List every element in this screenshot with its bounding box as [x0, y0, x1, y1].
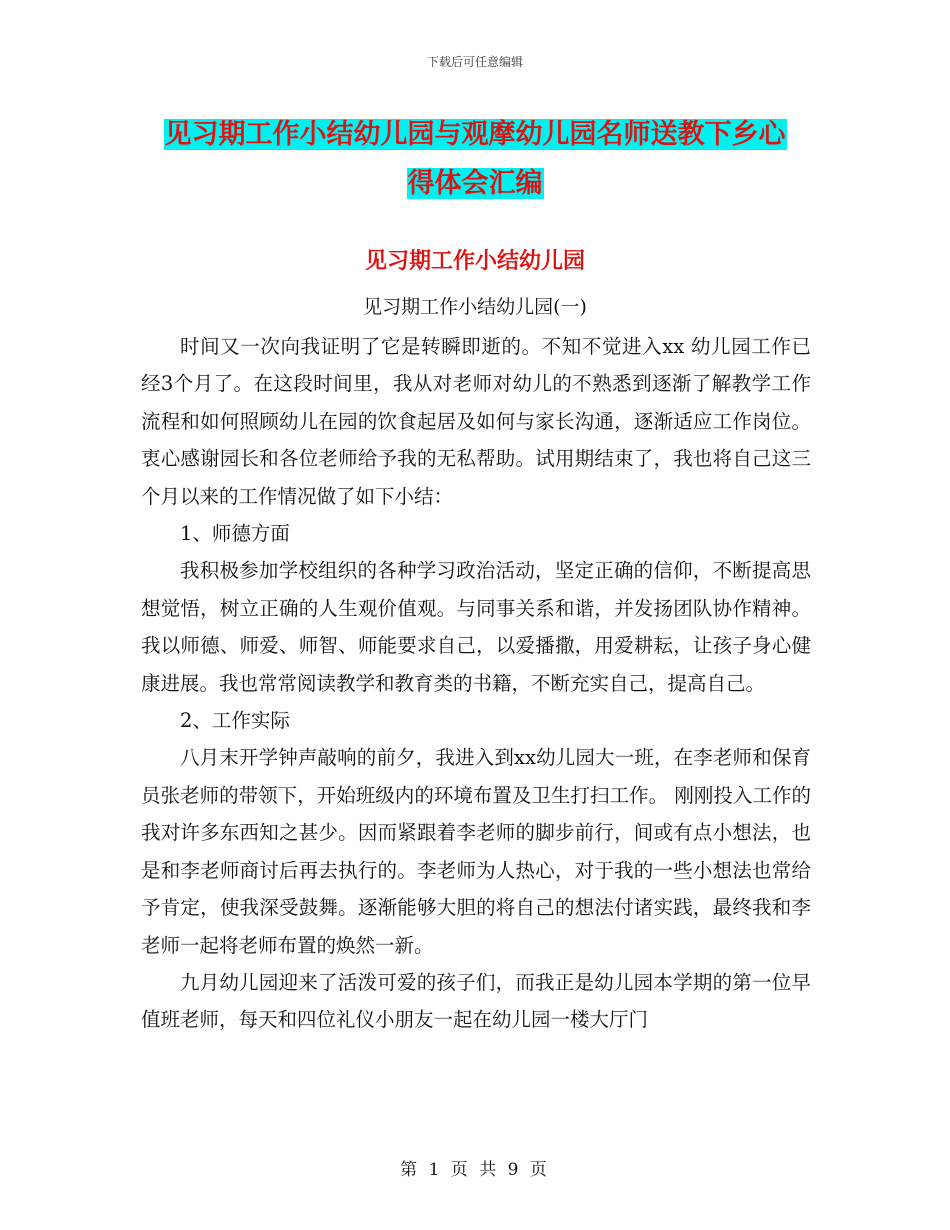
body-paragraph: 九月幼儿园迎来了活泼可爱的孩子们，而我正是幼儿园本学期的第一位早值班老师，每天和四位礼仪小朋友一起在幼儿园一楼大厅门 [141, 970, 811, 1032]
section-subtitle: 见习期工作小结幼儿园(一) [363, 296, 587, 318]
section-heading: 见习期工作小结幼儿园 [364, 249, 585, 274]
body-paragraph: 八月末开学钟声敲响的前夕，我进入到xx幼儿园大一班，在李老师和保育员张老师的带领下，开始班级内的环境布置及卫生打扫工作。 刚刚投入工作的我对许多东西知之甚少。因而紧跟着李老师的脚步前行，间或有点小想法，也是和李老师商讨后再去执行的。李老师为人热心，对于我的一些小想法也常给予肯定，使我深受鼓舞。逐渐能够大胆的将自己的想法付诸实践，最终我和李老师一起将老师布置的焕然一新。 [141, 746, 811, 957]
page-footer: 第 1 页 共 9 页 [400, 1160, 550, 1180]
document-title-line-1: 见习期工作小结幼儿园与观摩幼儿园名师送教下乡心 [164, 119, 786, 150]
document-title-line-2: 得体会汇编 [407, 168, 543, 199]
body-paragraph: 时间又一次向我证明了它是转瞬即逝的。不知不觉进入xx 幼儿园工作已经3个月了。在这段时间里，我从对老师对幼儿的不熟悉到逐渐了解教学工作流程和如何照顾幼儿在园的饮食起居及如何与家长沟通，逐渐适应工作岗位。衷心感谢园长和各位老师给予我的无私帮助。试用期结束了，我也将自己这三个月以来的工作情况做了如下小结： [141, 335, 811, 508]
document-title [0, 110, 950, 208]
subsection-heading: 2、工作实际 [180, 709, 290, 733]
document-body [141, 328, 811, 1039]
page-header-note: 下载后可任意编辑 [426, 55, 523, 69]
body-paragraph: 我积极参加学校组织的各种学习政治活动，坚定正确的信仰，不断提高思想觉悟，树立正确的人生观价值观。与同事关系和谐，并发扬团队协作精神。我以师德、师爱、师智、师能要求自己，以爱播撒，用爱耕耘，让孩子身心健康进展。我也常常阅读教学和教育类的书籍，不断充实自己，提高自己。 [141, 559, 811, 695]
subsection-heading: 1、师德方面 [180, 522, 290, 546]
